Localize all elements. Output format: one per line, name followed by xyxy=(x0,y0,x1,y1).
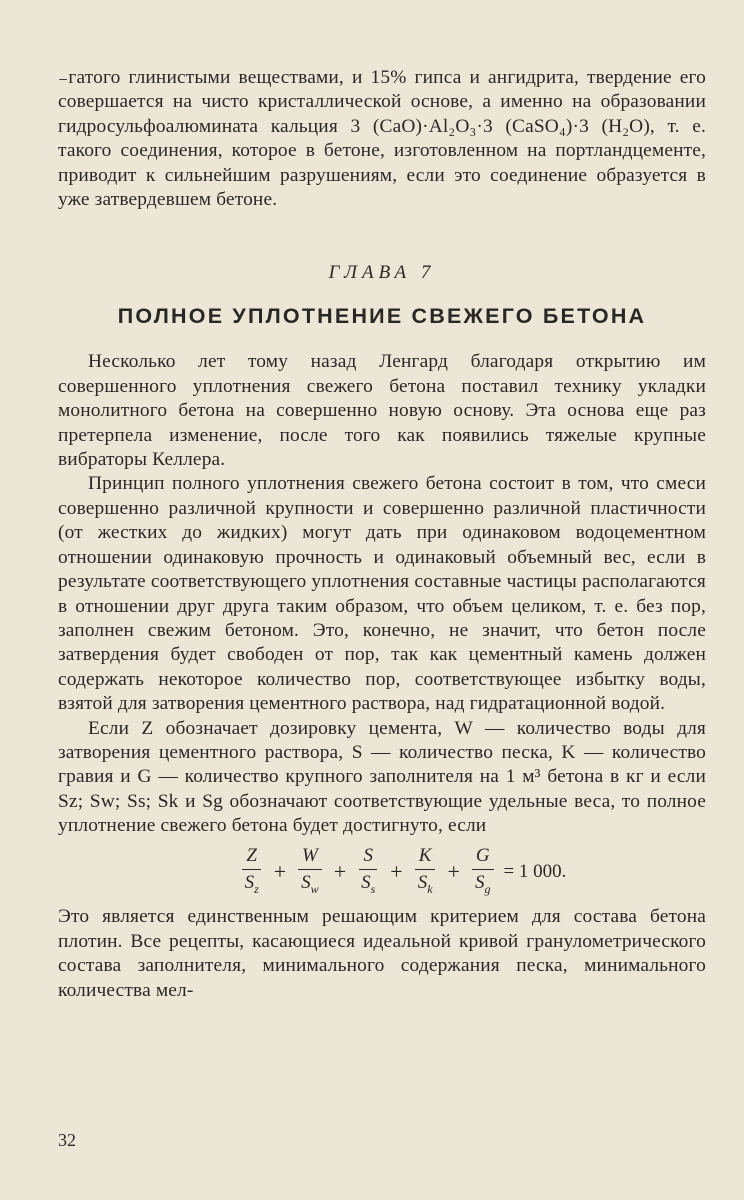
paragraph-intro: Несколько лет тому назад Ленгард благодаря открытию им совершенного уплотнения свежего бетона поставил технику укладки монолитного бетона на совершенно новую основу. Эта основа еще раз претерпела изменение, после того как появились тяжелые крупные вибраторы Келлера. xyxy=(58,351,706,471)
plus-operator: + xyxy=(447,858,460,884)
chapter-title: ПОЛНОЕ УПЛОТНЕНИЕ СВЕЖЕГО БЕТОНА xyxy=(117,304,647,329)
paragraph-definitions: Если Z обозначает дозировку цемента, W — количество воды для затворения цементного раствора, S — количество песка, K — количество гравия и G — количество крупного заполнителя на 1 м³ бетона в кг и если Sz; Sw; Ss; Sk и Sg обозначают соответствующие удельные веса, то полное уплотнение свежего бетона будет достигнуто, если xyxy=(58,717,706,837)
plus-operator: + xyxy=(333,858,347,884)
formula-term-w: $\frac{W}{S_w}$ xyxy=(297,845,323,900)
plus-operator: + xyxy=(390,858,403,884)
formula-term-k: $\frac{K}{S_k}$ xyxy=(414,845,437,900)
compaction-formula xyxy=(98,845,706,900)
paragraph-continuation: ₋гатого глинистыми веществами, и 15% гипса и ангидрита, твердение его совершается на чисто кристаллической основе, а именно на образовании гидросульфоалюмината кальция 3 (CaO)·Al₂O₃·3 (CaSO₄)·3 (H₂O), т. е. такого соединения, которое в бетоне, изготовленном на портландцементе, приводит к сильнейшим разрушениям, если это соединение образуется в уже затвердевшем бетоне. xyxy=(58,67,706,211)
chapter-label: ГЛАВА 7 xyxy=(328,262,436,284)
plus-operator: + xyxy=(273,858,287,884)
formula-result: = 1 000. xyxy=(503,860,567,882)
formula-term-s: $\frac{S}{S_s}$ xyxy=(361,844,376,896)
formula-term-z: $\frac{Z}{S_z}$ xyxy=(241,845,263,900)
paragraph-criterion: Это является единственным решающим критерием для состава бетона плотин. Все рецепты, касающиеся идеальной кривой гранулометрического состава заполнителя, минимального содержания песка, минимального количества мел- xyxy=(58,906,706,1001)
page-number: 32 xyxy=(58,1130,76,1150)
formula-term-g: $\frac{G}{S_g}$ xyxy=(471,845,495,900)
paragraph-principle: Принцип полного уплотнения свежего бетона состоит в том, что смеси совершенно различной крупности и совершенно различной пластичности (от жестких до жидких) могут дать при одинаковом водоцементном отношении одинаковую прочность и одинаковый объемный вес, если в результате соответствующего уплотнения составные частицы располагаются в отношении друг друга таким образом, что объем целиком, т. е. без пор, заполнен свежим бетоном. Это, конечно, не значит, что бетон после затвердения будет свободен от пор, так как цементный камень должен содержать некоторое количество пор, соответствующее избытку воды, взятой для затворения цементного раствора, над гидратационной водой. xyxy=(58,473,706,715)
